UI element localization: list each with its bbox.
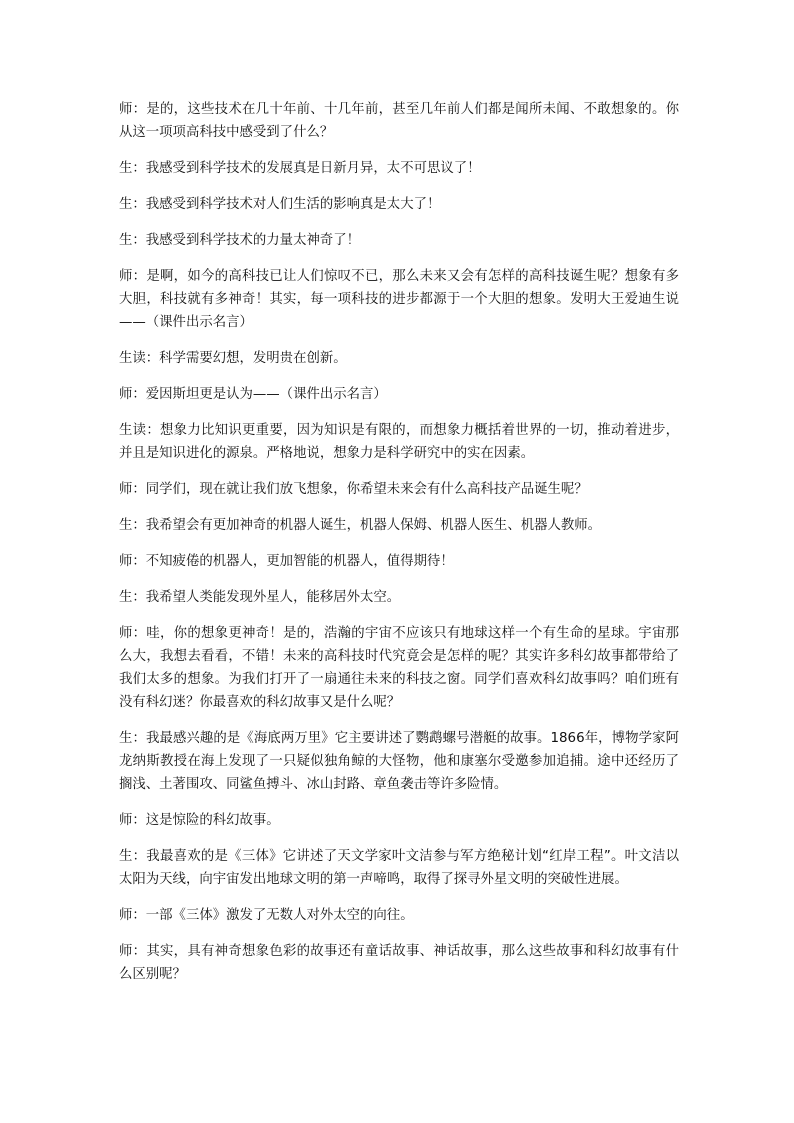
paragraph-teacher-9: 师：其实，具有神奇想象色彩的故事还有童话故事、神话故事，那么这些故事和科幻故事有什么区别呢？ <box>119 944 679 982</box>
paragraph-student-3: 生：我感受到科学技术的力量太神奇了！ <box>119 233 361 248</box>
paragraph-student-5: 生：我希望人类能发现外星人，能移居外太空。 <box>119 590 401 605</box>
paragraph-teacher-2: 师：是啊，如今的高科技已让人们惊叹不已，那么未来又会有怎样的高科技诞生呢？想象有多大胆，科技就有多神奇！其实，每一项科技的进步都源于一个大胆的想象。发明大王爱迪生说——（课件出示名言） <box>119 269 679 330</box>
paragraph-student-6: 生：我最感兴趣的是《海底两万里》它主要讲述了鹦鹉螺号潜艇的故事。1866年，博物学家阿龙纳斯教授在海上发现了一只疑似独角鲸的大怪物，他和康塞尔受邀参加追捕。途中还经历了搁浅、土著围攻、同鲨鱼搏斗、冰山封路、章鱼袭击等许多险情。 <box>119 731 679 792</box>
paragraph-teacher-8: 师：一部《三体》激发了无数人对外太空的向往。 <box>119 908 414 923</box>
document-body <box>119 98 679 999</box>
paragraph-student-read-2: 生读：想象力比知识更重要，因为知识是有限的，而想象力概括着世界的一切，推动着进步，并且是知识进化的源泉。严格地说，想象力是科学研究中的实在因素。 <box>119 423 679 461</box>
paragraph-student-2: 生：我感受到科学技术对人们生活的影响真是太大了！ <box>119 197 441 212</box>
paragraph-student-7: 生：我最喜欢的是《三体》它讲述了天文学家叶文洁参与军方绝秘计划“红岸工程”。叶文洁以太阳为天线，向宇宙发出地球文明的第一声啼鸣，取得了探寻外星文明的突破性进展。 <box>119 849 679 887</box>
paragraph-teacher-5: 师：不知疲倦的机器人，更加智能的机器人，值得期待！ <box>119 554 454 569</box>
paragraph-teacher-3: 师：爱因斯坦更是认为——（课件出示名言） <box>119 387 387 402</box>
paragraph-teacher-1: 师：是的，这些技术在几十年前、十几年前，甚至几年前人们都是闻所未闻、不敢想象的。你从这一项项高科技中感受到了什么？ <box>119 102 679 140</box>
paragraph-teacher-6: 师：哇，你的想象更神奇！是的，浩瀚的宇宙不应该只有地球这样一个有生命的星球。宇宙那么大，我想去看看，不错！未来的高科技时代究竟会是怎样的呢？其实许多科幻故事都带给了我们太多的想象。为我们打开了一扇通往未来的科技之窗。同学们喜欢科幻故事吗？咱们班有没有科幻迷？你最喜欢的科幻故事又是什么呢？ <box>119 626 679 710</box>
paragraph-teacher-4: 师：同学们，现在就让我们放飞想象，你希望未来会有什么高科技产品诞生呢？ <box>119 482 588 497</box>
paragraph-student-4: 生：我希望会有更加神奇的机器人诞生，机器人保姆、机器人医生、机器人教师。 <box>119 518 602 533</box>
paragraph-student-read-1: 生读：科学需要幻想，发明贵在创新。 <box>119 351 347 366</box>
paragraph-teacher-7: 师：这是惊险的科幻故事。 <box>119 813 280 828</box>
paragraph-student-1: 生：我感受到科学技术的发展真是日新月异，太不可思议了！ <box>119 161 481 176</box>
